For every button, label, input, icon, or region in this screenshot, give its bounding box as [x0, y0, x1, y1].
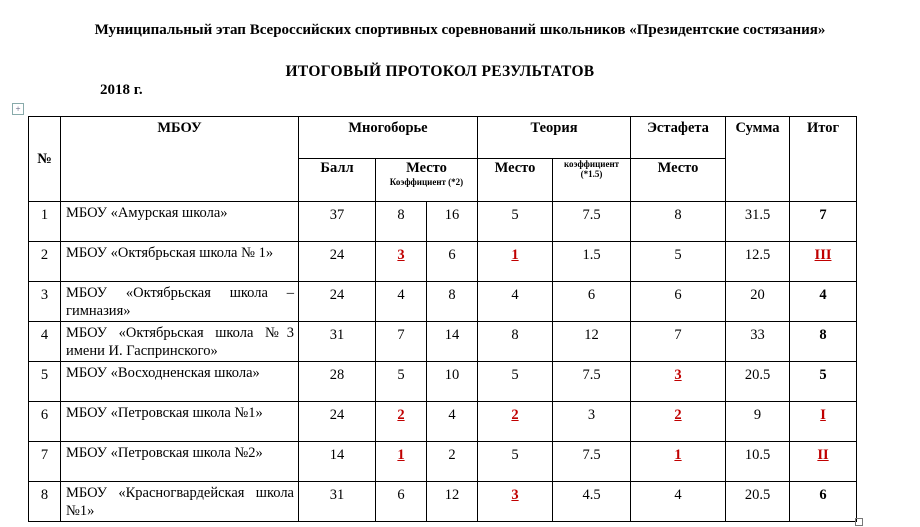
- total-sum: [726, 322, 790, 362]
- theory-coef: [553, 362, 631, 402]
- school-name-text: МБОУ «Восходненская школа»: [66, 365, 260, 381]
- total-sum: [726, 202, 790, 242]
- theory-coef-text: 12: [584, 327, 599, 343]
- row-num-text: 5: [40, 367, 49, 383]
- allround-score-text: 24: [329, 247, 345, 263]
- header-relay: Эстафета: [631, 117, 726, 159]
- header-coef15-label: коэффициент: [563, 159, 620, 169]
- theory-coef-text: 3: [587, 407, 596, 423]
- final-result-text: III: [814, 247, 832, 263]
- relay-place: [631, 442, 726, 482]
- allround-place-text: 1: [397, 447, 405, 463]
- allround-coef: [427, 322, 478, 362]
- header-theory-coef: [553, 159, 631, 202]
- theory-place: [478, 362, 553, 402]
- theory-coef: [553, 402, 631, 442]
- header-place-group: [376, 159, 478, 202]
- allround-coef: [427, 282, 478, 322]
- allround-score-text: 24: [329, 407, 345, 423]
- theory-coef-text: 1.5: [582, 247, 601, 263]
- final-result: [790, 442, 857, 482]
- theory-place: [478, 282, 553, 322]
- row-num-text: 1: [40, 207, 49, 223]
- row-num: [29, 202, 61, 242]
- results-body: [29, 202, 857, 522]
- total-sum-text: 20: [750, 287, 765, 303]
- total-sum-text: 31.5: [744, 207, 771, 223]
- row-num: [29, 362, 61, 402]
- allround-place-text: 2: [397, 407, 405, 423]
- allround-score: [299, 442, 376, 482]
- final-result: [790, 242, 857, 282]
- row-num: [29, 322, 61, 362]
- final-result: [790, 482, 857, 522]
- total-sum: [726, 402, 790, 442]
- allround-coef-text: 12: [444, 487, 460, 503]
- relay-place: [631, 202, 726, 242]
- header-sum: Сумма: [726, 117, 790, 202]
- final-result: [790, 402, 857, 442]
- table-row: [29, 282, 857, 322]
- allround-place: [376, 242, 427, 282]
- allround-place-text: 3: [397, 247, 405, 263]
- theory-place: [478, 202, 553, 242]
- total-sum-text: 33: [750, 327, 765, 343]
- total-sum: [726, 482, 790, 522]
- allround-place-text: 5: [397, 367, 405, 383]
- theory-place-text: 2: [511, 407, 519, 423]
- relay-place: [631, 402, 726, 442]
- row-num: [29, 242, 61, 282]
- row-num-text: 7: [40, 447, 49, 463]
- final-result-text: 8: [819, 327, 827, 343]
- allround-coef-text: 2: [448, 447, 456, 463]
- row-num-text: 3: [40, 287, 49, 303]
- school-name: [61, 482, 299, 522]
- header-relay-place: Место: [631, 159, 726, 202]
- allround-place: [376, 202, 427, 242]
- row-num: [29, 442, 61, 482]
- theory-coef: [553, 242, 631, 282]
- school-name-text: МБОУ «Октябрьская школа №3 имени И. Гаспринского»: [66, 325, 294, 359]
- relay-place-text: 8: [674, 207, 682, 223]
- theory-place-text: 3: [511, 487, 519, 503]
- school-name-text: МБОУ «Красногвардейская школа №1»: [66, 485, 294, 519]
- table-row: [29, 442, 857, 482]
- total-sum-text: 20.5: [744, 367, 771, 383]
- table-row: [29, 242, 857, 282]
- allround-place: [376, 282, 427, 322]
- allround-coef: [427, 242, 478, 282]
- header-place: Место: [406, 160, 447, 176]
- total-sum-text: 9: [753, 407, 762, 423]
- final-result-text: 6: [819, 487, 827, 503]
- final-result: [790, 362, 857, 402]
- theory-place: [478, 402, 553, 442]
- relay-place: [631, 362, 726, 402]
- allround-score-text: 31: [329, 327, 345, 343]
- allround-place-text: 7: [397, 327, 405, 343]
- theory-coef: [553, 282, 631, 322]
- total-sum-text: 20.5: [744, 487, 771, 503]
- school-name: [61, 442, 299, 482]
- final-result: [790, 322, 857, 362]
- relay-place-text: 4: [674, 487, 682, 503]
- allround-score: [299, 482, 376, 522]
- table-row: [29, 202, 857, 242]
- row-num: [29, 482, 61, 522]
- theory-place: [478, 442, 553, 482]
- allround-score-text: 37: [329, 207, 345, 223]
- allround-coef-text: 8: [448, 287, 456, 303]
- final-result: [790, 282, 857, 322]
- allround-place-text: 4: [397, 287, 405, 303]
- allround-place-text: 6: [397, 487, 405, 503]
- row-num: [29, 402, 61, 442]
- allround-place: [376, 402, 427, 442]
- total-sum-text: 12.5: [744, 247, 771, 263]
- allround-coef-text: 14: [444, 327, 460, 343]
- allround-score: [299, 322, 376, 362]
- total-sum: [726, 282, 790, 322]
- allround-score-text: 14: [329, 447, 345, 463]
- final-result-text: 4: [819, 287, 827, 303]
- allround-score-text: 28: [329, 367, 345, 383]
- theory-coef-text: 6: [587, 287, 596, 303]
- allround-coef-text: 4: [448, 407, 456, 423]
- header-coef15-value: (*1.5): [580, 169, 603, 179]
- theory-place-text: 5: [511, 447, 519, 463]
- table-row: [29, 362, 857, 402]
- relay-place-text: 6: [674, 287, 682, 303]
- document-title: Муниципальный этап Всероссийских спортивных соревнований школьников «Президентские состязания»: [94, 22, 826, 38]
- table-move-handle-icon[interactable]: +: [12, 103, 24, 115]
- table-row: [29, 322, 857, 362]
- relay-place-text: 5: [674, 247, 682, 263]
- allround-coef: [427, 482, 478, 522]
- allround-score: [299, 282, 376, 322]
- header-score: Балл: [299, 159, 376, 202]
- allround-place: [376, 482, 427, 522]
- header-theory: Теория: [478, 117, 631, 159]
- allround-coef: [427, 402, 478, 442]
- relay-place: [631, 482, 726, 522]
- school-name: [61, 202, 299, 242]
- header-coef2: Коэффициент (*2): [389, 177, 464, 187]
- theory-place: [478, 322, 553, 362]
- theory-place-text: 4: [511, 287, 519, 303]
- school-name-text: МБОУ «Петровская школа №1»: [66, 405, 263, 421]
- relay-place: [631, 322, 726, 362]
- theory-coef: [553, 202, 631, 242]
- row-num-text: 6: [40, 407, 49, 423]
- allround-coef: [427, 442, 478, 482]
- theory-place-text: 5: [511, 367, 519, 383]
- theory-coef-text: 4.5: [582, 487, 601, 503]
- theory-place: [478, 482, 553, 522]
- total-sum: [726, 442, 790, 482]
- allround-score: [299, 402, 376, 442]
- school-name: [61, 362, 299, 402]
- row-num-text: 4: [40, 327, 49, 343]
- relay-place: [631, 242, 726, 282]
- final-result-text: 5: [819, 367, 827, 383]
- school-name: [61, 282, 299, 322]
- header-theory-place: Место: [478, 159, 553, 202]
- total-sum: [726, 362, 790, 402]
- protocol-heading: ИТОГОВЫЙ ПРОТОКОЛ РЕЗУЛЬТАТОВ: [285, 63, 595, 80]
- final-result-text: II: [817, 447, 829, 463]
- allround-coef: [427, 202, 478, 242]
- total-sum-text: 10.5: [744, 447, 771, 463]
- allround-place-text: 8: [397, 207, 405, 223]
- school-name-text: МБОУ «Октябрьская школа № 1»: [66, 245, 274, 261]
- relay-place-text: 3: [674, 367, 682, 383]
- school-name: [61, 242, 299, 282]
- total-sum: [726, 242, 790, 282]
- header-allround: Многоборье: [299, 117, 478, 159]
- header-school: МБОУ: [61, 117, 299, 202]
- row-num-text: 2: [40, 247, 49, 263]
- relay-place-text: 7: [674, 327, 682, 343]
- theory-place-text: 1: [511, 247, 519, 263]
- theory-coef-text: 7.5: [582, 367, 601, 383]
- theory-place: [478, 242, 553, 282]
- school-name-text: МБОУ «Амурская школа»: [66, 205, 228, 221]
- relay-place: [631, 282, 726, 322]
- protocol-year: 2018 г.: [100, 82, 143, 98]
- table-row: [29, 402, 857, 442]
- allround-coef: [427, 362, 478, 402]
- allround-coef-text: 6: [448, 247, 456, 263]
- school-name-text: МБОУ «Октябрьская школа – гимназия»: [66, 285, 294, 319]
- theory-place-text: 5: [511, 207, 519, 223]
- theory-place-text: 8: [511, 327, 519, 343]
- allround-score: [299, 362, 376, 402]
- school-name: [61, 322, 299, 362]
- table-resize-handle[interactable]: [855, 518, 863, 526]
- theory-coef: [553, 322, 631, 362]
- theory-coef: [553, 442, 631, 482]
- table-row: [29, 482, 857, 522]
- relay-place-text: 1: [674, 447, 682, 463]
- header-result: Итог: [790, 117, 857, 202]
- school-name-text: МБОУ «Петровская школа №2»: [66, 445, 263, 461]
- relay-place-text: 2: [674, 407, 682, 423]
- final-result-text: I: [820, 407, 826, 423]
- theory-coef: [553, 482, 631, 522]
- allround-score-text: 24: [329, 287, 345, 303]
- allround-place: [376, 362, 427, 402]
- allround-place: [376, 322, 427, 362]
- school-name: [61, 402, 299, 442]
- results-table: [28, 116, 857, 522]
- allround-coef-text: 16: [444, 207, 460, 223]
- row-num-text: 8: [40, 487, 49, 503]
- allround-score-text: 31: [329, 487, 345, 503]
- header-num: №: [29, 117, 61, 202]
- allround-score: [299, 202, 376, 242]
- final-result: [790, 202, 857, 242]
- allround-score: [299, 242, 376, 282]
- row-num: [29, 282, 61, 322]
- theory-coef-text: 7.5: [582, 447, 601, 463]
- allround-place: [376, 442, 427, 482]
- allround-coef-text: 10: [444, 367, 460, 383]
- theory-coef-text: 7.5: [582, 207, 601, 223]
- final-result-text: 7: [819, 207, 827, 223]
